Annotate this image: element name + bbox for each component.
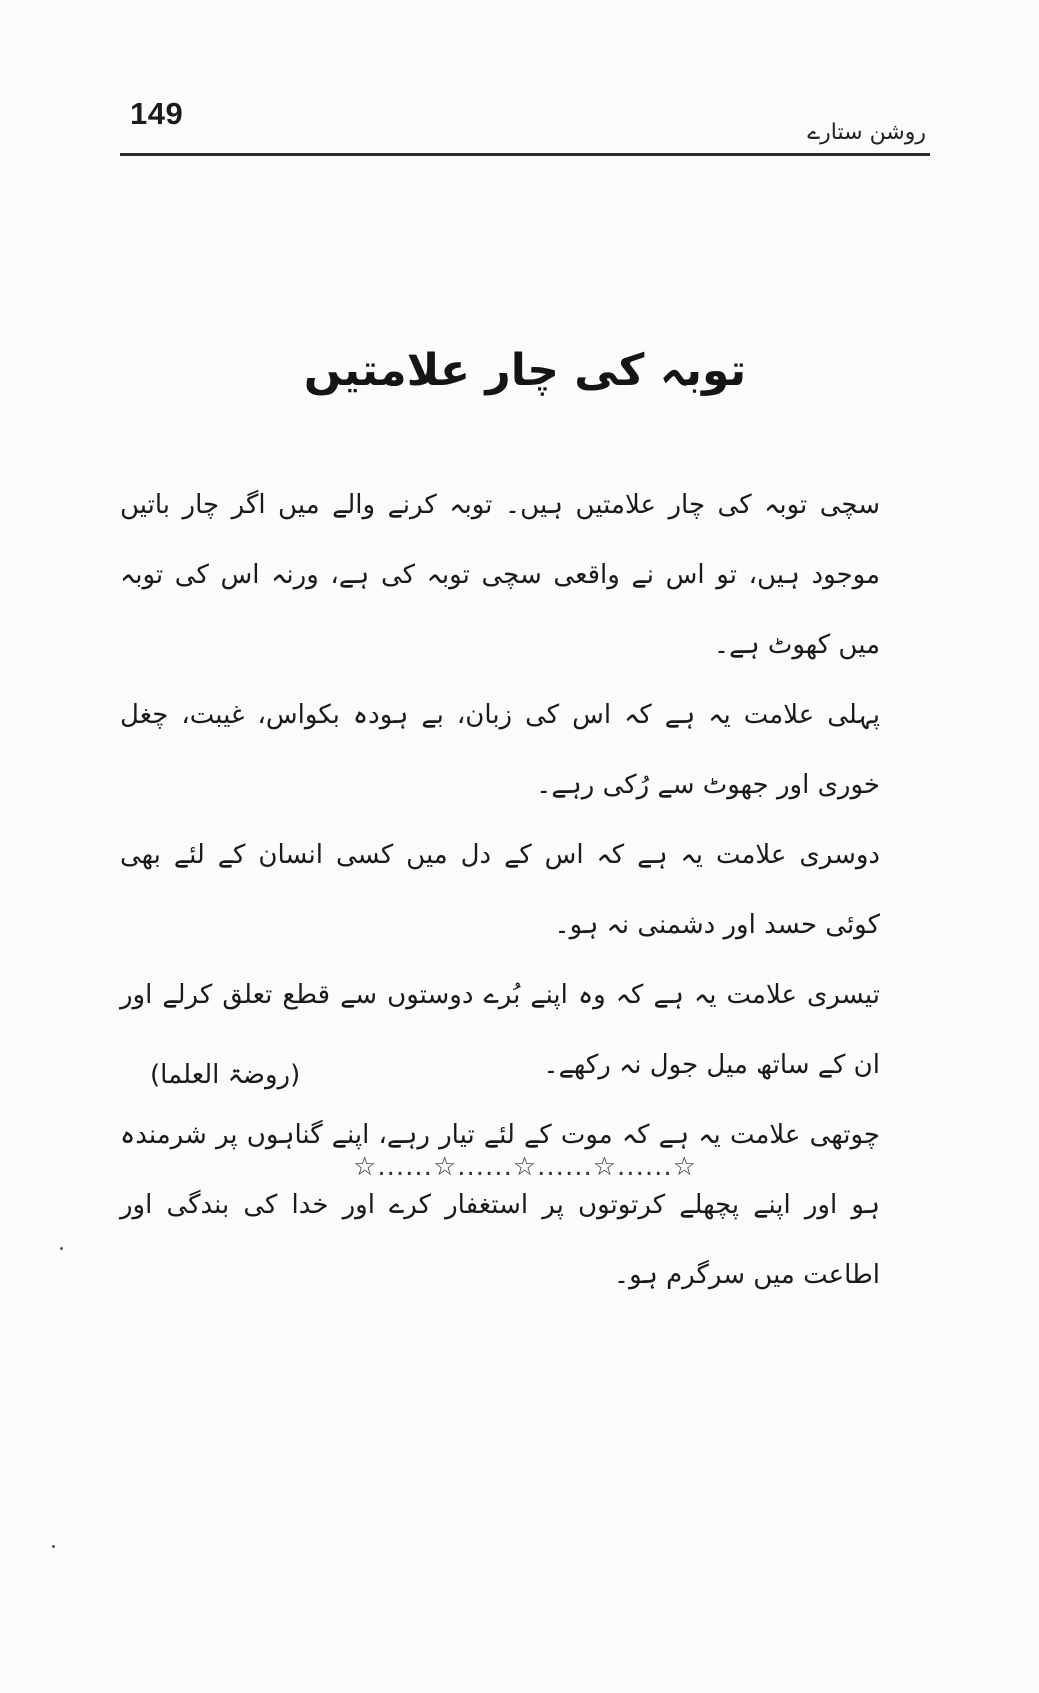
paragraph-intro: سچی توبہ کی چار علامتیں ہیں۔ توبہ کرنے والے میں اگر چار باتیں موجود ہیں، تو اس نے واقعی سچی توبہ کی ہے، ورنہ اس کی توبہ میں کھوٹ ہے۔ [120, 490, 880, 660]
paragraph-first-sign: پہلی علامت یہ ہے کہ اس کی زبان، بے ہودہ بکواس، غیبت، چغل خوری اور جھوٹ سے رُکی رہے۔ [120, 700, 880, 800]
running-title: روشن ستارے [807, 120, 926, 145]
article-body [120, 470, 880, 1310]
paragraph-fourth-sign: چوتھی علامت یہ ہے کہ موت کے لئے تیار رہے، اپنے گناہوں پر شرمندہ ہو اور اپنے پچھلے کرتوتوں پر استغفار کرے اور خدا کی بندگی اور اطاعت میں سرگرم ہو۔ [120, 1120, 881, 1290]
paper-speck [52, 1545, 55, 1548]
star-ornament-divider: ☆......☆......☆......☆......☆ [353, 1152, 697, 1182]
header-rule [120, 153, 930, 156]
article-title: توبہ کی چار علامتیں [303, 345, 747, 396]
paragraph-third-sign: تیسری علامت یہ ہے کہ وہ اپنے بُرے دوستوں سے قطع تعلق کرلے اور ان کے ساتھ میل جول نہ رکھے۔ [120, 980, 880, 1080]
paper-speck [60, 1247, 63, 1250]
page-number: 149 [130, 96, 184, 131]
paragraph-second-sign: دوسری علامت یہ ہے کہ اس کے دل میں کسی انسان کے لئے بھی کوئی حسد اور دشمنی نہ ہو۔ [120, 840, 880, 940]
source-citation: (روضۃ العلما) [150, 1060, 301, 1090]
